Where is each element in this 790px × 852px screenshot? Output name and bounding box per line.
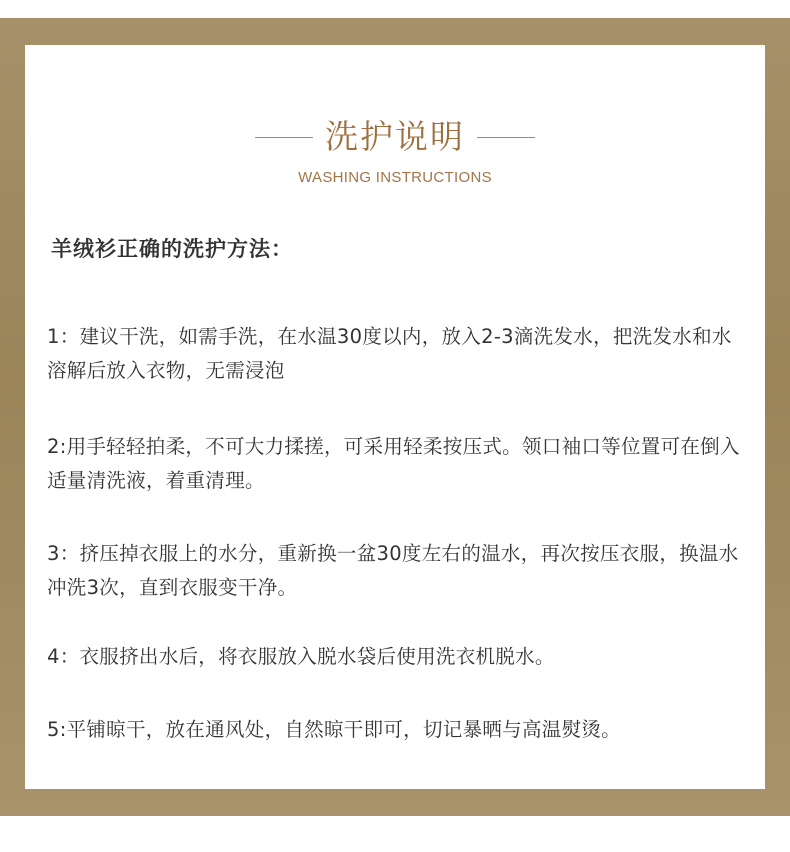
instruction-item-4: 4：衣服挤出水后，将衣服放入脱水袋后使用洗衣机脱水。 bbox=[47, 645, 555, 668]
instruction-item-3: 3：挤压掉衣服上的水分，重新换一盆30度左右的温水，再次按压衣服，换温水冲洗3次，直到衣服变干净。 bbox=[47, 542, 739, 599]
title-rule-right bbox=[477, 137, 535, 138]
page-title: 洗护说明 bbox=[325, 117, 465, 156]
page-subtitle: WASHING INSTRUCTIONS bbox=[298, 169, 492, 186]
instruction-item-1: 1：建议干洗，如需手洗，在水温30度以内，放入2-3滴洗发水，把洗发水和水溶解后放入衣物，无需浸泡 bbox=[47, 325, 732, 382]
gold-frame bbox=[0, 18, 790, 816]
instruction-item-5: 5:平铺晾干，放在通风处，自然晾干即可，切记暴晒与高温熨烫。 bbox=[47, 718, 621, 741]
title-row bbox=[25, 115, 765, 159]
instruction-item-2: 2:用手轻轻拍柔，不可大力揉搓，可采用轻柔按压式。领口袖口等位置可在倒入适量清洗液，着重清理。 bbox=[47, 435, 740, 492]
content-panel bbox=[25, 45, 765, 789]
section-heading: 羊绒衫正确的洗护方法： bbox=[51, 237, 293, 261]
title-rule-left bbox=[255, 137, 313, 138]
